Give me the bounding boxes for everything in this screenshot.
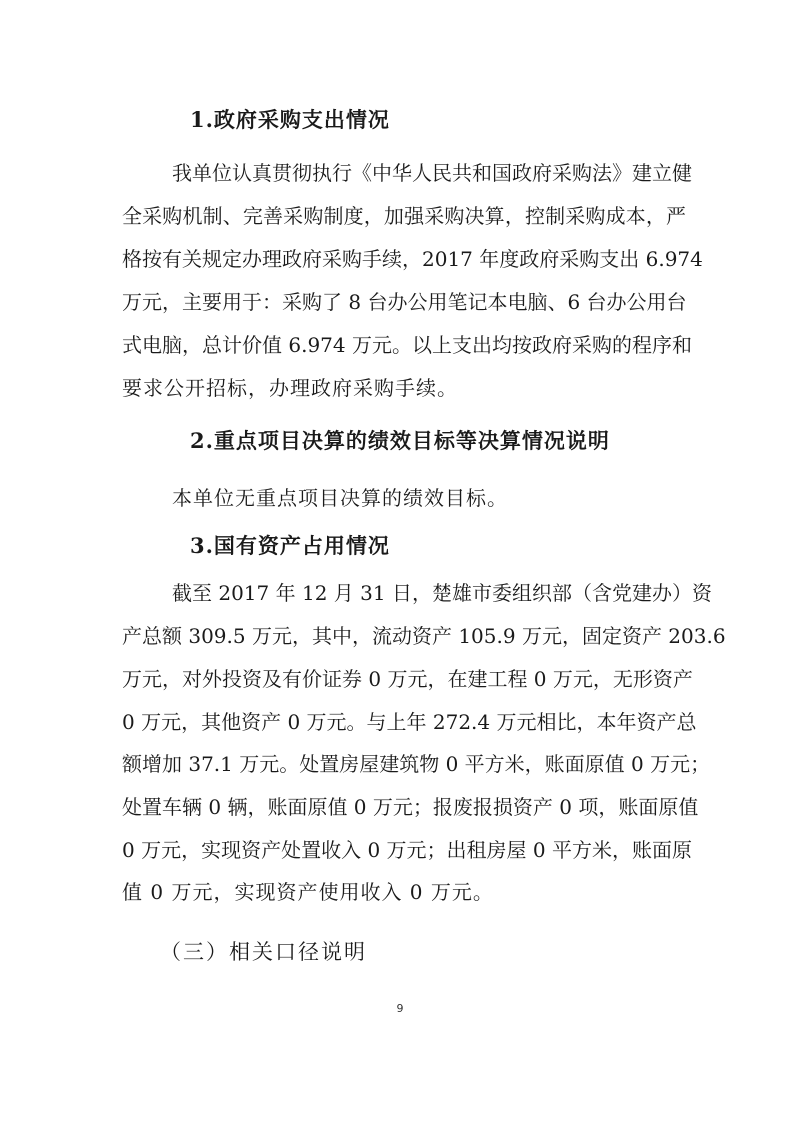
paragraph-line: 处置车辆 0 辆，账面原值 0 万元；报废报损资产 0 项，账面原值 xyxy=(122,795,699,819)
paragraph-line: 值 0 万元，实现资产使用收入 0 万元。 xyxy=(122,880,494,904)
paragraph-line: 万元，对外投资及有价证券 0 万元，在建工程 0 万元，无形资产 xyxy=(122,667,693,691)
heading-key-project-performance: 2.重点项目决算的绩效目标等决算情况说明 xyxy=(190,428,610,453)
paragraph-no-key-projects: 本单位无重点项目决算的绩效目标。 xyxy=(172,486,508,510)
paragraph-line: 万元，主要用于：采购了 8 台办公用笔记本电脑、6 台办公用台 xyxy=(122,290,687,314)
page-number: 9 xyxy=(396,1002,404,1015)
paragraph-line: 产总额 309.5 万元，其中，流动资产 105.9 万元，固定资产 203.6 xyxy=(122,624,726,648)
heading-related-definitions: （三）相关口径说明 xyxy=(160,940,367,964)
paragraph-line: 0 万元，其他资产 0 万元。与上年 272.4 万元相比，本年资产总 xyxy=(122,710,697,734)
paragraph-line: 截至 2017 年 12 月 31 日，楚雄市委组织部（含党建办）资 xyxy=(172,581,712,605)
paragraph-line: 0 万元，实现资产处置收入 0 万元；出租房屋 0 平方米，账面原 xyxy=(122,838,692,862)
paragraph-line: 全采购机制、完善采购制度，加强采购决算，控制采购成本，严 xyxy=(122,204,686,228)
paragraph-line: 要求公开招标，办理政府采购手续。 xyxy=(122,376,458,400)
paragraph-line: 我单位认真贯彻执行《中华人民共和国政府采购法》建立健 xyxy=(172,161,692,185)
heading-government-procurement: 1.政府采购支出情况 xyxy=(190,107,390,132)
paragraph-line: 式电脑，总计价值 6.974 万元。以上支出均按政府采购的程序和 xyxy=(122,333,692,357)
heading-state-assets: 3.国有资产占用情况 xyxy=(190,533,390,558)
paragraph-line: 额增加 37.1 万元。处置房屋建筑物 0 平方米，账面原值 0 万元； xyxy=(122,752,711,776)
paragraph-line: 格按有关规定办理政府采购手续，2017 年度政府采购支出 6.974 xyxy=(122,247,703,271)
